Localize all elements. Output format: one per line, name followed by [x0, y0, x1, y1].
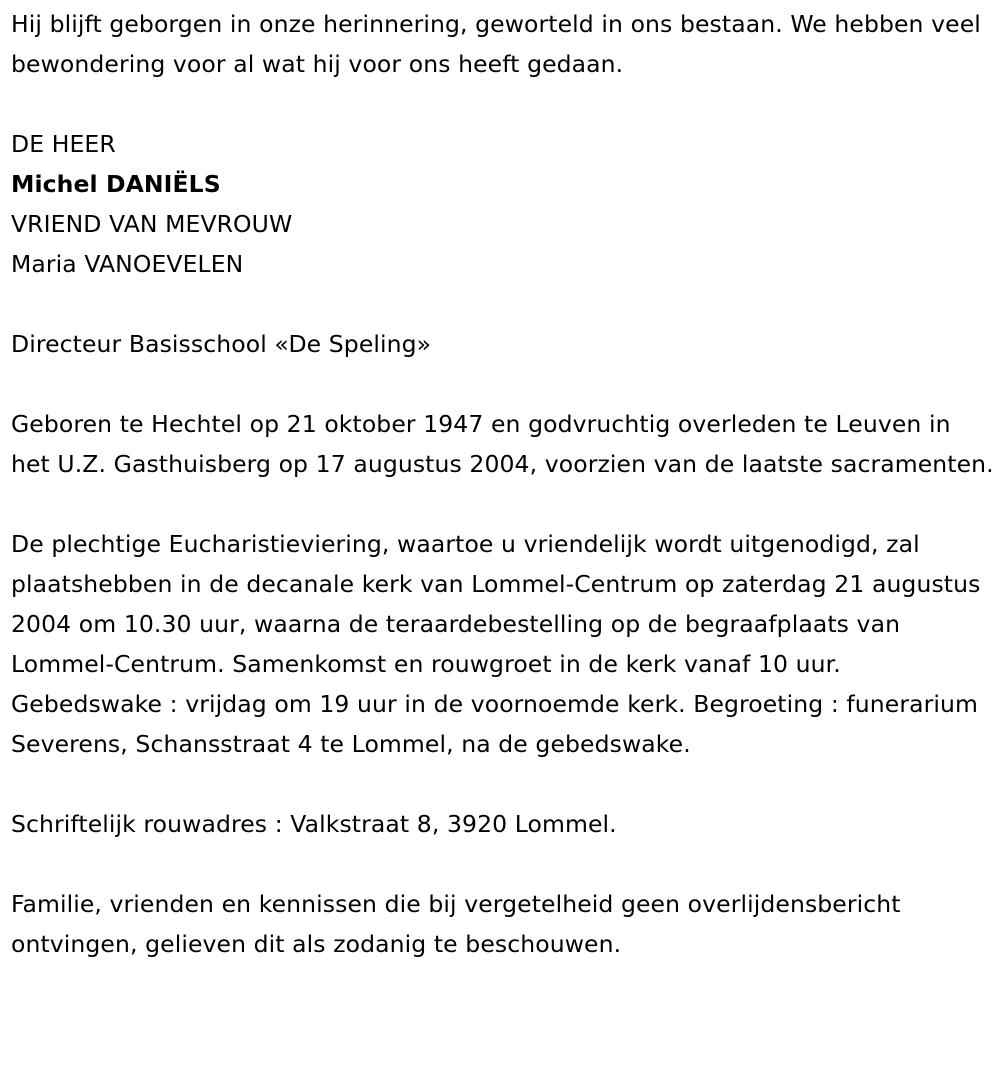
relation-line: VRIEND VAN MEVROUW	[11, 210, 293, 238]
obituary-notice	[11, 4, 996, 964]
intro-paragraph: Hij blijft geborgen in onze herinnering, geworteld in ons bestaan. We hebben veel bewondering voor al wat hij voor ons heeft gedaan.	[11, 10, 981, 78]
occupation-line: Directeur Basisschool «De Speling»	[11, 330, 432, 358]
partner-name: Maria VANOEVELEN	[11, 250, 244, 278]
closing-paragraph: Familie, vrienden en kennissen die bij vergetelheid geen overlijdensbericht ontvingen, gelieven dit als zodanig te beschouwen.	[11, 890, 901, 958]
deceased-name: Michel DANIËLS	[11, 170, 221, 198]
ceremony-paragraph: De plechtige Eucharistieviering, waartoe u vriendelijk wordt uitgenodigd, zal plaatshebben in de decanale kerk van Lommel-Centrum op zaterdag 21 augustus 2004 om 10.30 uur, waarna de teraardebestelling op de begraafplaats van Lommel-Centrum. Samenkomst en rouwgroet in de kerk vanaf 10 uur. Gebedswake : vrijdag om 19 uur in de voornoemde kerk. Begroeting : funerarium Severens, Schansstraat 4 te Lommel, na de gebedswake.	[11, 530, 981, 758]
honorific-title: DE HEER	[11, 130, 116, 158]
birth-death-paragraph: Geboren te Hechtel op 21 oktober 1947 en godvruchtig overleden te Leuven in het U.Z. Gasthuisberg op 17 augustus 2004, voorzien van de laatste sacramenten.	[11, 410, 994, 478]
mourning-address: Schriftelijk rouwadres : Valkstraat 8, 3920 Lommel.	[11, 810, 617, 838]
